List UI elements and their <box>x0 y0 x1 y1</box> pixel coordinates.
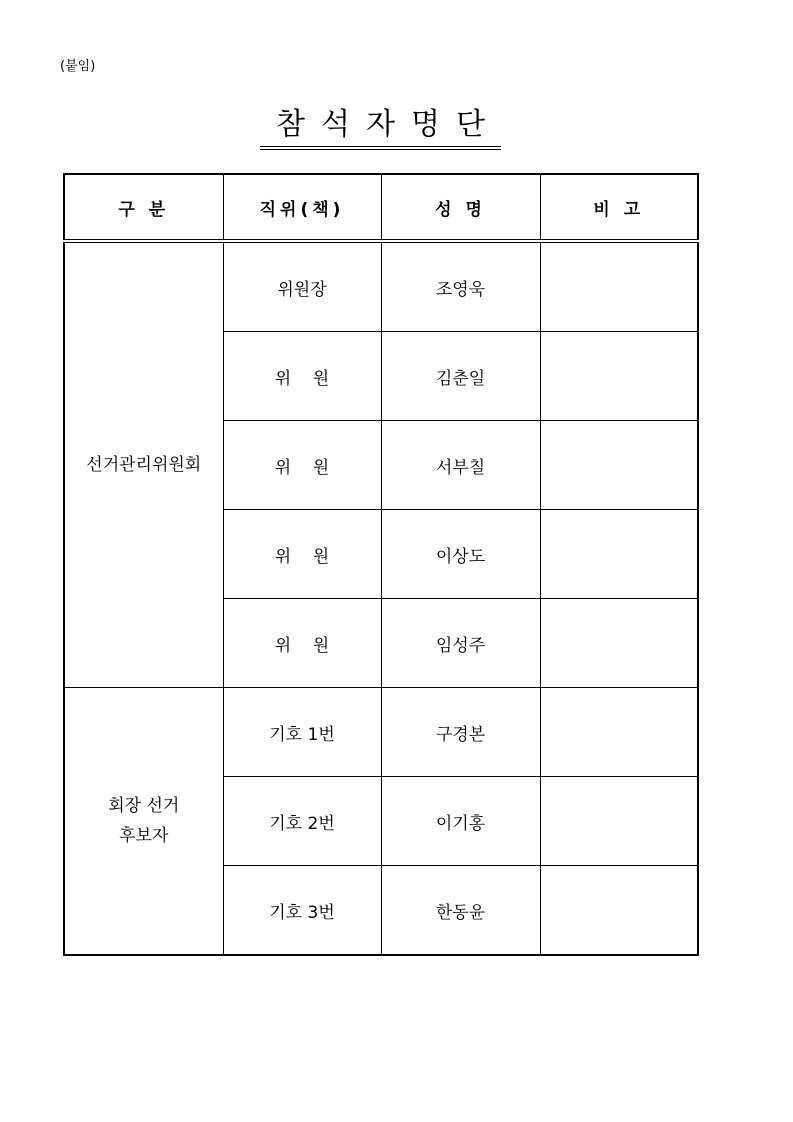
position-cell: 위 원 <box>223 510 381 599</box>
group-label-line-2: 후보자 <box>119 826 169 846</box>
note-cell <box>540 866 698 956</box>
position-cell: 위 원 <box>223 421 381 510</box>
note-cell <box>540 241 698 332</box>
position-cell: 위원장 <box>223 241 381 332</box>
group-label-line-1: 회장 선거 <box>108 796 180 816</box>
attendee-table <box>63 173 699 956</box>
name-cell: 이상도 <box>381 510 540 599</box>
title-wrapper <box>0 106 793 150</box>
name-cell: 한동윤 <box>381 866 540 956</box>
position-cell: 위 원 <box>223 332 381 421</box>
name-cell: 이기홍 <box>381 777 540 866</box>
note-cell <box>540 421 698 510</box>
group-cell-candidates <box>64 688 223 956</box>
note-cell <box>540 332 698 421</box>
table-row <box>64 688 698 777</box>
document-title: 참석자명단 <box>260 106 501 150</box>
group-cell-committee <box>64 241 223 688</box>
note-cell <box>540 777 698 866</box>
position-cell: 기호 2번 <box>223 777 381 866</box>
name-cell: 서부칠 <box>381 421 540 510</box>
position-cell: 기호 3번 <box>223 866 381 956</box>
header-position: 직위(책) <box>223 174 381 241</box>
position-cell: 위 원 <box>223 599 381 688</box>
name-cell: 조영욱 <box>381 241 540 332</box>
table-row <box>64 241 698 332</box>
header-name: 성 명 <box>381 174 540 241</box>
header-note: 비 고 <box>540 174 698 241</box>
name-cell: 임성주 <box>381 599 540 688</box>
attachment-label: (붙임) <box>60 59 96 74</box>
table-header-row <box>64 174 698 241</box>
position-cell: 기호 1번 <box>223 688 381 777</box>
name-cell: 구경본 <box>381 688 540 777</box>
note-cell <box>540 688 698 777</box>
note-cell <box>540 510 698 599</box>
group-label: 선거관리위원회 <box>86 455 202 475</box>
name-cell: 김춘일 <box>381 332 540 421</box>
header-category: 구 분 <box>64 174 223 241</box>
note-cell <box>540 599 698 688</box>
